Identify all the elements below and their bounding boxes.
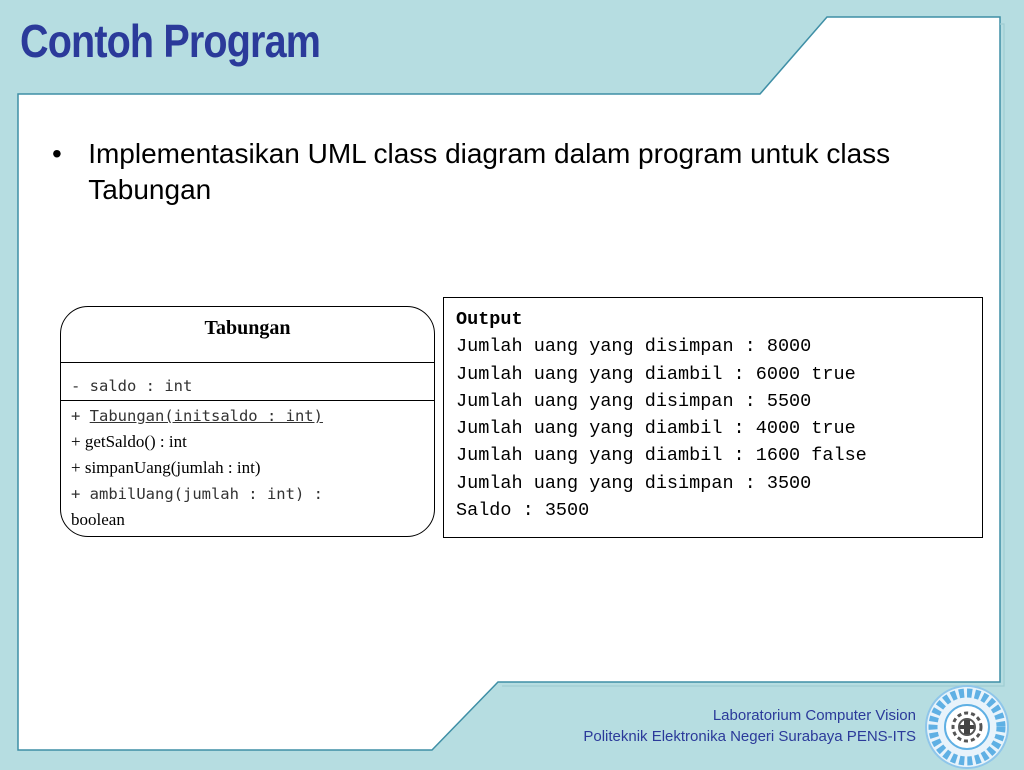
uml-method: + getSaldo() : int [71,432,187,451]
uml-method-visibility: + [71,407,90,425]
uml-method-constructor [71,403,434,429]
output-line: Jumlah uang yang diambil : 4000 true [456,418,856,440]
uml-method: + simpanUang(jumlah : int) [71,458,261,477]
uml-class-box [60,306,435,537]
footer-lab-name: Laboratorium Computer Vision [712,707,916,724]
uml-method-constructor-name: Tabungan(initsaldo : int) [89,407,323,425]
bullet-marker: • [52,138,62,169]
slide-title: Contoh Program [20,15,321,67]
uml-method: + ambilUang(jumlah : int) : [71,485,323,503]
output-line: Jumlah uang yang diambil : 6000 true [456,363,856,385]
uml-methods-section [61,401,434,533]
output-heading: Output [456,309,523,330]
uml-method-return-type: boolean [71,510,125,529]
output-line: Saldo : 3500 [456,500,590,522]
uml-class-name: Tabungan [61,307,434,363]
output-line: Jumlah uang yang disimpan : 8000 [456,336,812,358]
uml-attribute: - saldo : int [71,377,193,395]
program-output-box [443,297,983,538]
bullet-text: Implementasikan UML class diagram dalam program untuk class Tabungan [88,138,891,205]
output-line: Jumlah uang yang disimpan : 3500 [456,472,812,494]
pens-its-emblem-icon [924,684,1010,770]
footer-institution [583,705,916,747]
output-line: Jumlah uang yang diambil : 1600 false [456,445,867,467]
footer-school-name: Politeknik Elektronika Negeri Surabaya PENS-ITS [583,728,916,745]
bullet-item [52,136,932,208]
uml-attributes-section [61,363,434,401]
output-line: Jumlah uang yang disimpan : 5500 [456,390,812,412]
